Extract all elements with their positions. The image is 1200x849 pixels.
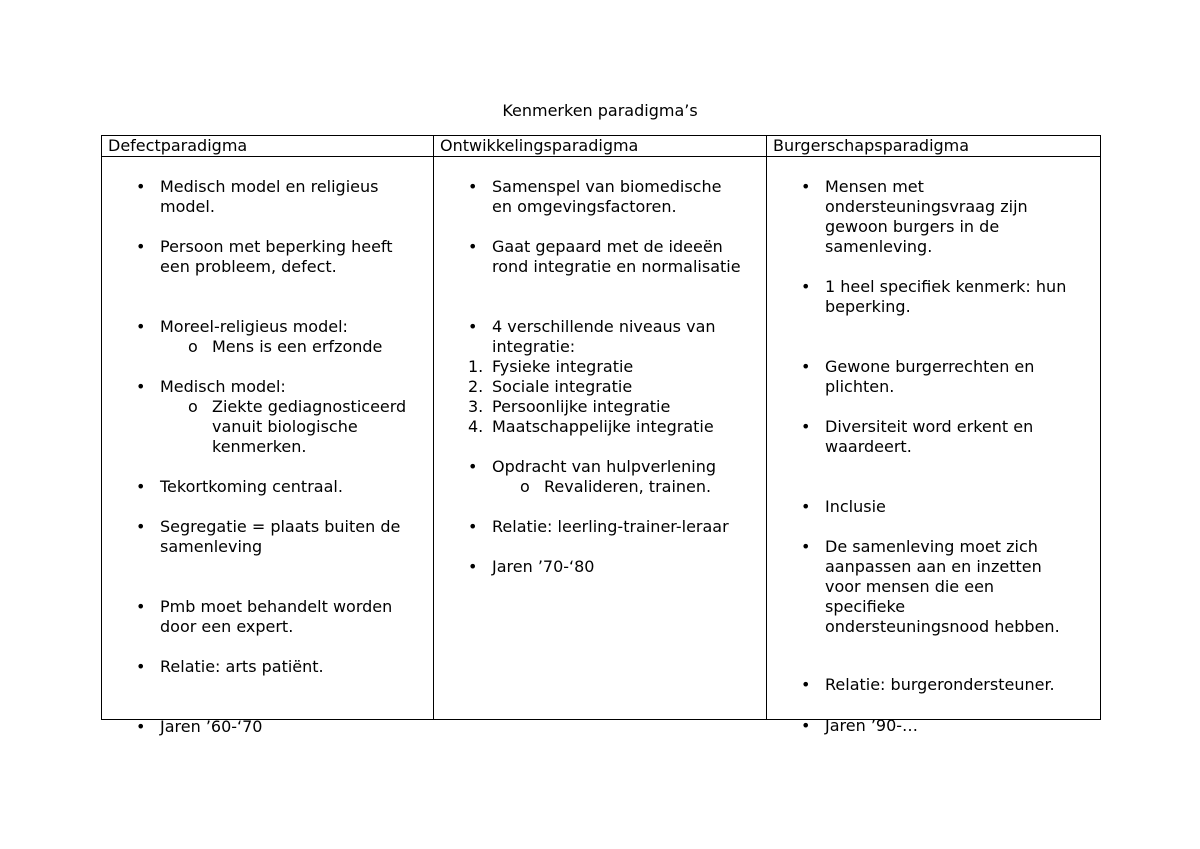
cell-ontwikkeling: Samenspel van biomedische en omgevingsfactoren. Gaat gepaard met de ideeën rond integratie en normalisatie 4 verschillende niveaus van integratie: 1. Fysieke integratie 2. Sociale integratie 3. Persoonlijke integratie 4. Maatschappelijke integratie Opdracht van hulpverlening o Revalideren, trainen. Relatie: leerling-trainer-leraar Jaren ’70-‘80 bbox=[434, 157, 767, 720]
content-row bbox=[102, 157, 1101, 720]
cell-burgerschap: Mensen met ondersteuningsvraag zijn gewoon burgers in de samenleving. 1 heel specifiek kenmerk: hun beperking. Gewone burgerrechten en plichten. Diversiteit word erkent en waardeert. Inclusie De samenleving moet zich aanpassen aan en inzetten voor mensen die een specifieke ondersteuningsnood hebben. Relatie: burgerondersteuner. Jaren ’90-… bbox=[767, 157, 1101, 720]
cell-defect: Medisch model en religieus model. Persoon met beperking heeft een probleem, defect. Moreel-religieus model: o Mens is een erfzonde Medisch model: o Ziekte gediagnosticeerd vanuit biologische kenmerken. Tekortkoming centraal. Segregatie = plaats buiten de samenleving Pmb moet behandelt worden door een expert. Relatie: arts patiënt. Jaren ’60-‘70 bbox=[102, 157, 434, 720]
header-row bbox=[102, 136, 1101, 157]
header-ontwikkeling: Ontwikkelingsparadigma bbox=[434, 136, 767, 157]
paradigm-table bbox=[101, 135, 1101, 736]
header-burgerschap: Burgerschapsparadigma bbox=[767, 136, 1101, 157]
page-title: Kenmerken paradigma’s bbox=[502, 101, 698, 120]
header-defect: Defectparadigma bbox=[102, 136, 434, 157]
